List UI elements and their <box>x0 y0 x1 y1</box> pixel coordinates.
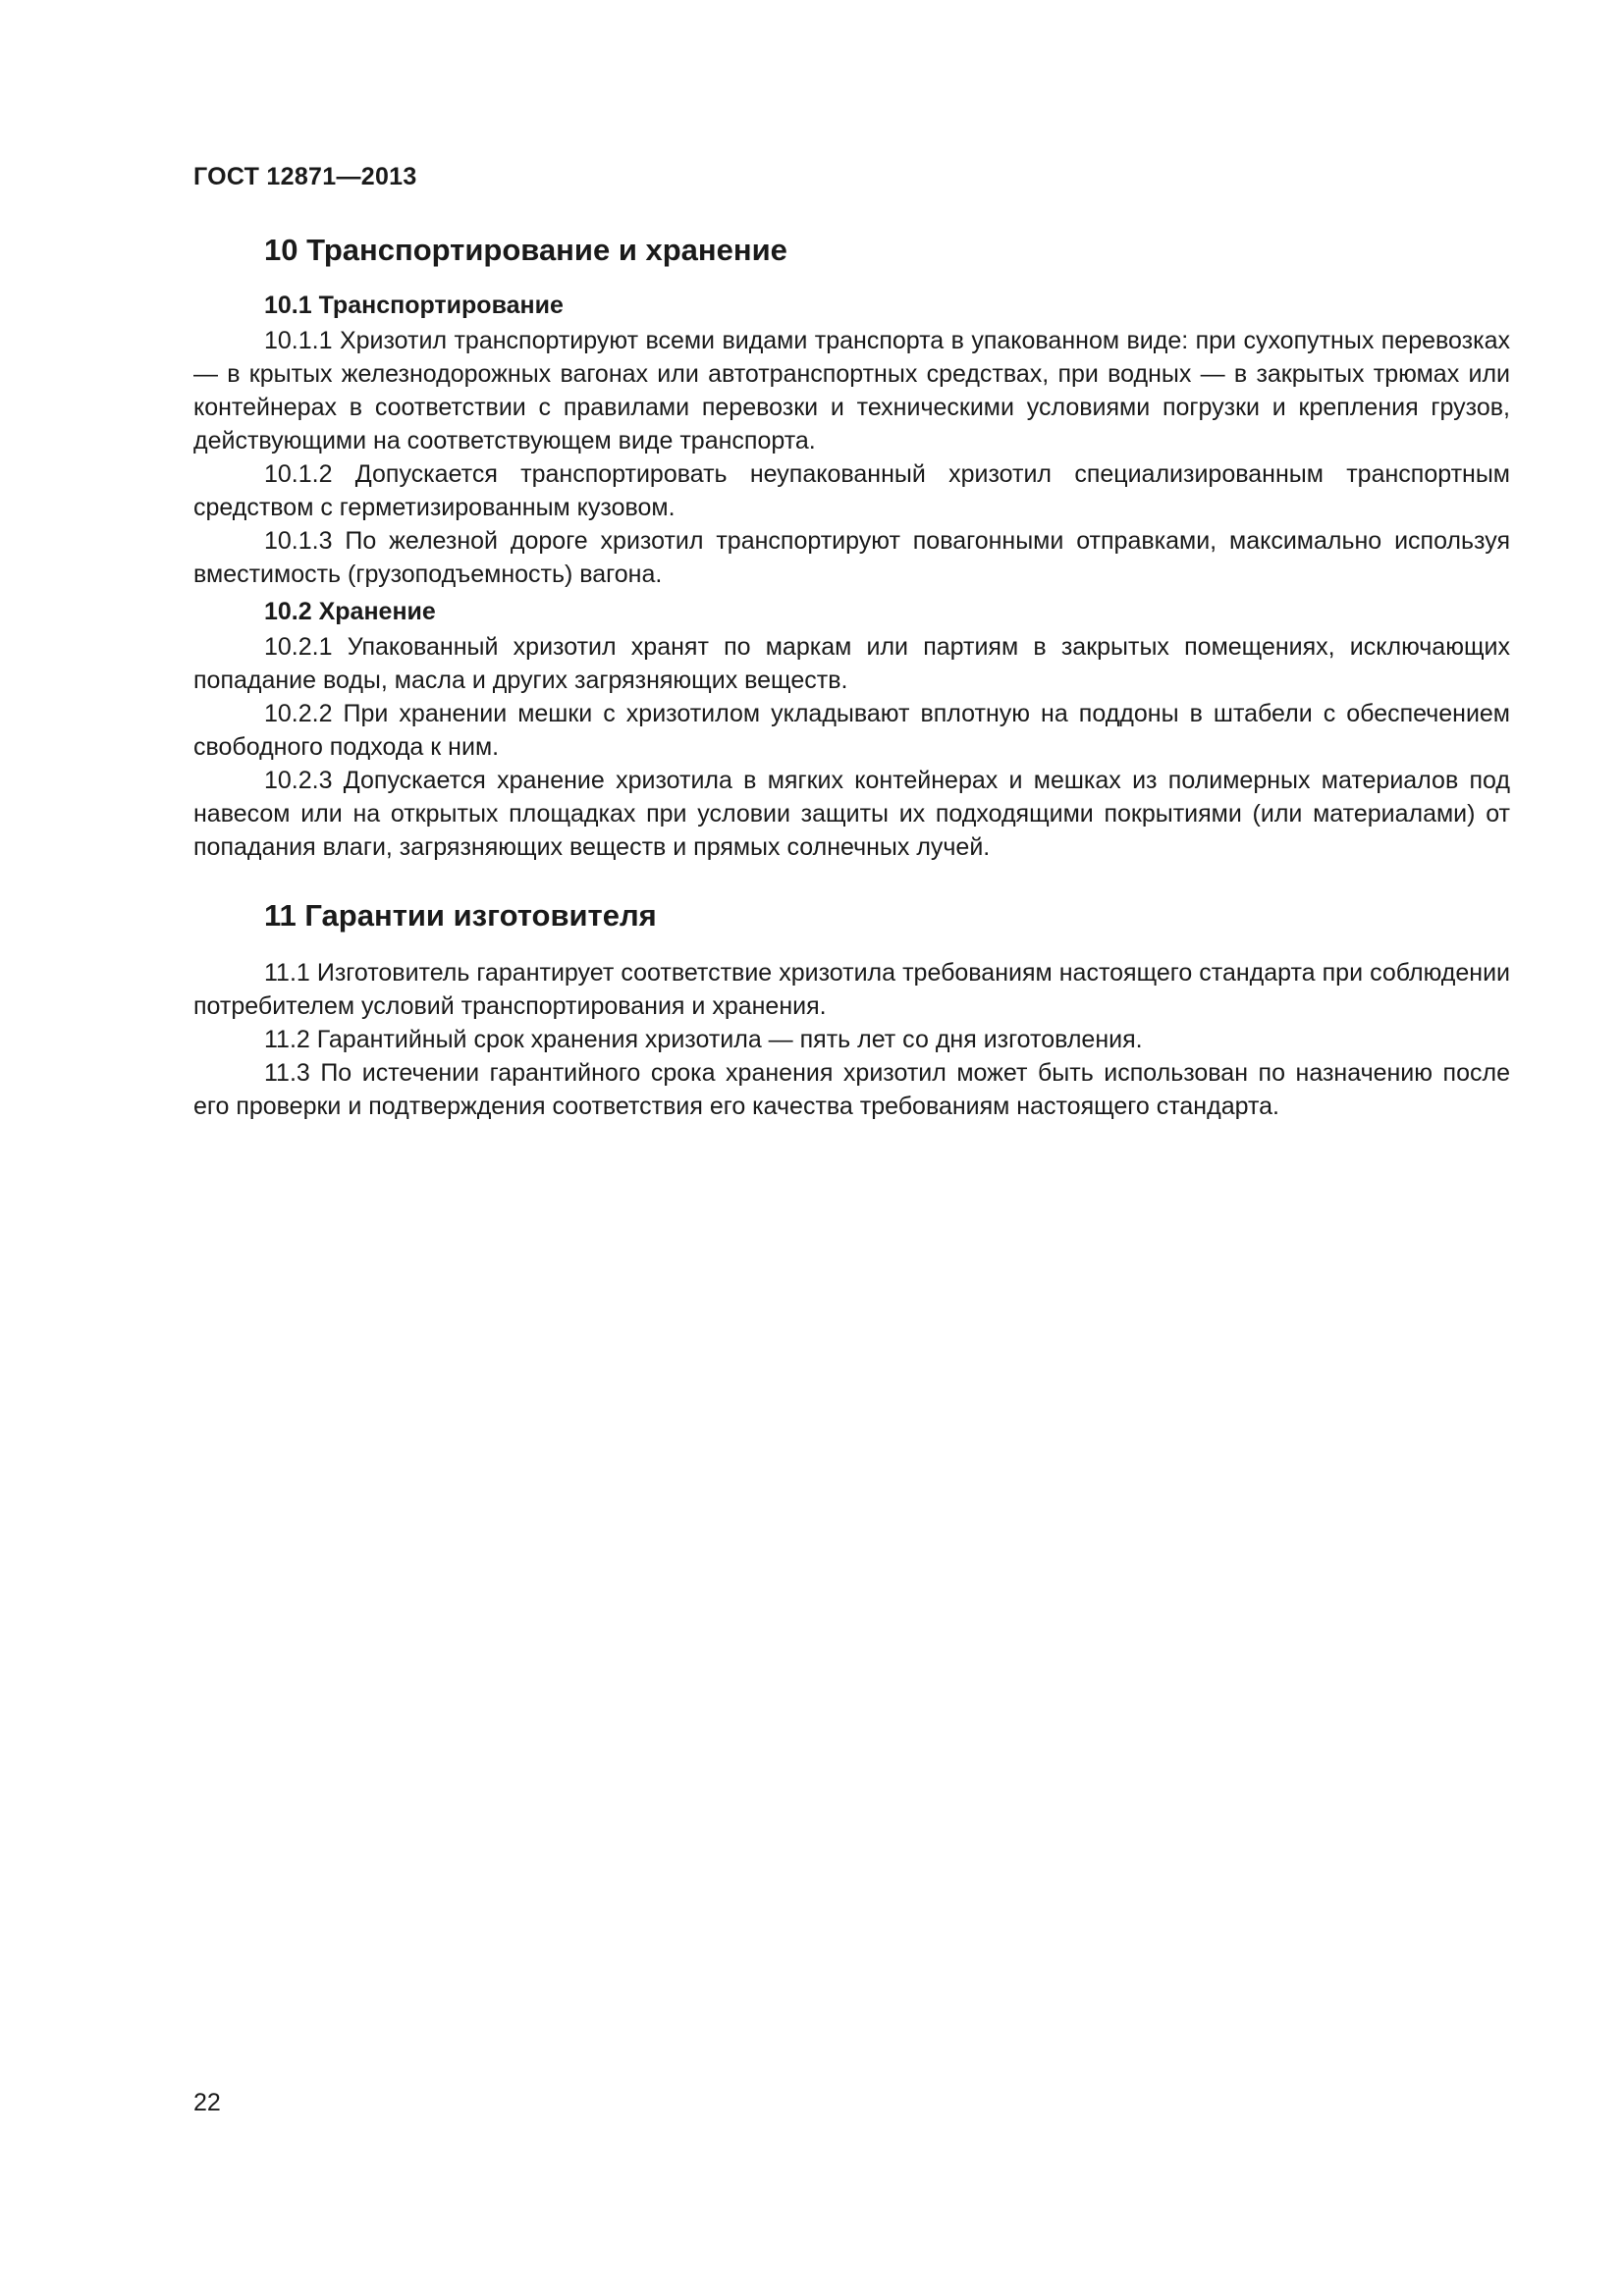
page-number: 22 <box>193 2089 221 2116</box>
section-10-title: 10 Транспортирование и хранение <box>264 233 787 267</box>
paragraph-10-2-1: 10.2.1 Упакованный хризотил хранят по маркам или партиям в закрытых помещениях, исключающих попадание воды, масла и других загрязняющих веществ. <box>193 633 1510 694</box>
section-11-title: 11 Гарантии изготовителя <box>264 898 657 933</box>
paragraph-10-1-1: 10.1.1 Хризотил транспортируют всеми видами транспорта в упакованном виде: при сухопутных перевозках — в крытых железнодорожных вагонах или автотранспортных средствах, при водных — в закрытых трюмах или контейнерах в соответствии с правилами перевозки и техническими условиями погрузки и крепления грузов, действующими на соответствующем виде транспорта. <box>193 327 1510 454</box>
paragraph-11-3: 11.3 По истечении гарантийного срока хранения хризотил может быть использован по назначению после его проверки и подтверждения соответствия его качества требованиям настоящего стандарта. <box>193 1059 1510 1120</box>
paragraph-10-1-3: 10.1.3 По железной дороге хризотил транспортируют повагонными отправками, максимально используя вместимость (грузоподъемность) вагона. <box>193 527 1510 588</box>
paragraph-10-2-2: 10.2.2 При хранении мешки с хризотилом укладывают вплотную на поддоны в штабели с обеспечением свободного подхода к ним. <box>193 700 1510 761</box>
subsection-10-2-title: 10.2 Хранение <box>264 598 436 625</box>
standard-designation: ГОСТ 12871—2013 <box>193 163 417 190</box>
subsection-10-1-title: 10.1 Транспортирование <box>264 292 564 319</box>
paragraph-11-1: 11.1 Изготовитель гарантирует соответствие хризотила требованиям настоящего стандарта при соблюдении потребителем условий транспортирования и хранения. <box>193 959 1510 1020</box>
paragraph-10-1-2: 10.1.2 Допускается транспортировать неупакованный хризотил специализированным транспортным средством с герметизированным кузовом. <box>193 460 1510 521</box>
document-body <box>193 228 1510 1123</box>
paragraph-10-2-3: 10.2.3 Допускается хранение хризотила в мягких контейнерах и мешках из полимерных материалов под навесом или на открытых площадках при условии защиты их подходящими покрытиями (или материалами) от попадания влаги, загрязняющих веществ и прямых солнечных лучей. <box>193 767 1510 861</box>
paragraph-11-2: 11.2 Гарантийный срок хранения хризотила — пять лет со дня изготовления. <box>264 1026 1143 1053</box>
